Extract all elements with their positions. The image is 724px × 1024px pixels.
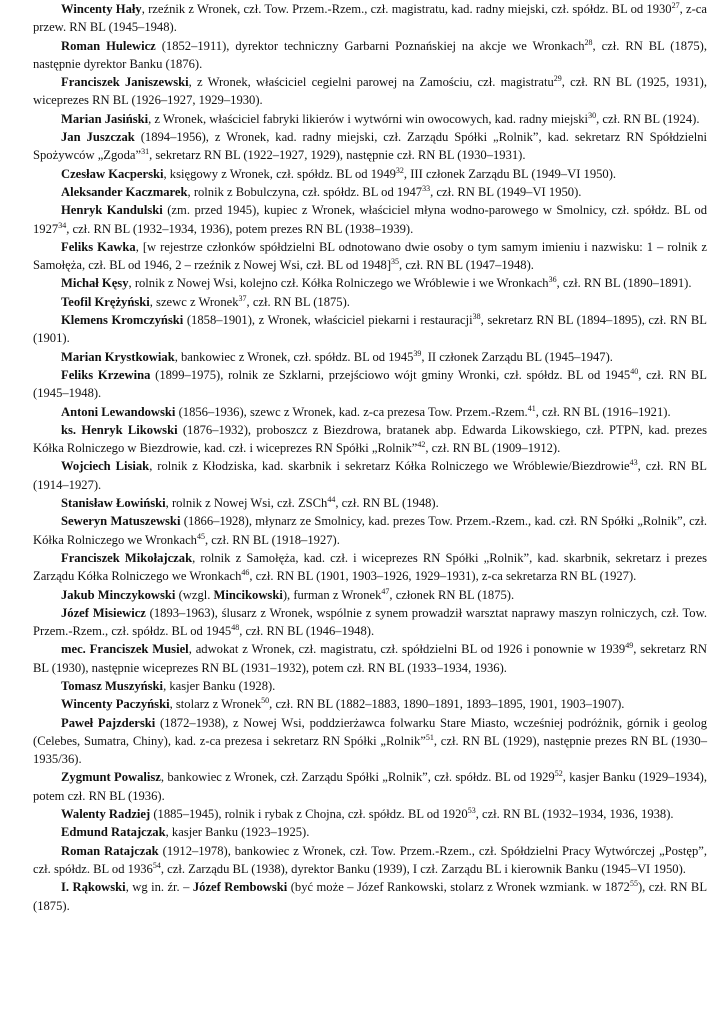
person-name: Aleksander Kaczmarek (61, 184, 188, 199)
biography-entry (33, 677, 707, 695)
footnote-ref: 30 (588, 110, 597, 120)
footnote-ref: 37 (238, 293, 247, 303)
footnote-ref: 31 (141, 147, 150, 157)
entry-text: , kasjer Banku (1923–1925). (165, 825, 310, 840)
biography-entry (33, 494, 707, 512)
footnote-ref: 44 (327, 494, 336, 504)
entry-text: , szewc z Wronek (149, 294, 239, 309)
entry-text: , adwokat z Wronek, czł. magistratu, czł. spółdzielni BL od 1926 i ponownie w 1939 (188, 642, 626, 657)
footnote-ref: 55 (629, 879, 638, 889)
person-name: Józef Misiewicz (61, 605, 146, 620)
footnote-ref: 45 (196, 531, 205, 541)
entry-text: , wg in. źr. – (125, 880, 193, 895)
person-name: Stanisław Łowiński (61, 496, 166, 511)
entry-text: (1858–1901), z Wronek, właściciel piekarni i restauracji (183, 313, 473, 328)
entry-text: , czł. RN BL (1918–1927). (204, 532, 340, 547)
footnote-ref: 53 (467, 805, 476, 815)
person-name: Michał Kęsy (61, 276, 129, 291)
entry-text: (1856–1936), szewc z Wronek, kad. z-ca prezesa Tow. Przem.-Rzem. (175, 404, 528, 419)
entry-text: , z-ca przew. RN BL (1945–1948). (33, 2, 707, 35)
person-name: Paweł Pajzderski (61, 715, 156, 730)
footnote-ref: 28 (584, 37, 593, 47)
biography-entry (33, 274, 707, 292)
footnote-ref: 48 (231, 622, 240, 632)
biography-entry (33, 403, 707, 421)
biography-entry (33, 73, 707, 110)
entry-text: , czł. RN BL (1924). (596, 111, 700, 126)
person-name: Czesław Kacperski (61, 166, 164, 181)
entry-text: , czł. RN BL (1875), następnie dyrektor Banku (1876). (33, 38, 708, 71)
entry-text: , sekretarz RN BL (1922–1927, 1929), następnie czł. RN BL (1930–1931). (149, 148, 526, 163)
entry-text: , czł. RN BL (1932–1934, 1936), potem prezes RN BL (1938–1939). (66, 221, 414, 236)
person-name: Józef Rembowski (192, 880, 288, 895)
entry-text: , czł. RN BL (1945–1948). (33, 367, 707, 401)
footnote-ref: 54 (152, 860, 161, 870)
entry-text: , kasjer Banku (1928). (163, 678, 276, 693)
entry-text: , czł. Zarządu BL (1938), dyrektor Banku (1939), I czł. Zarządu BL i kierownik Banku (1945–VI 1950). (160, 861, 686, 876)
entry-text: , sekretarz RN BL (1930), następnie wiceprezes RN BL (1931–1932), potem czł. RN BL (1933–1934, 1936). (33, 642, 707, 675)
entry-text: ), furman z Wronek (282, 587, 382, 602)
entry-text: , czł. RN BL (1948). (335, 496, 439, 511)
document-page (33, 0, 707, 915)
person-name: Franciszek Janiszewski (61, 75, 189, 90)
biography-entry (33, 421, 707, 458)
entry-text: , rolnik z Bobulczyna, czł. spółdz. BL od 1947 (187, 184, 423, 199)
entry-text: , bankowiec z Wronek, czł. Zarządu Spółki „Rolnik”, czł. spółdz. BL od 1929 (160, 770, 555, 785)
biography-entry (33, 311, 707, 348)
footnote-ref: 40 (630, 366, 639, 376)
footnote-ref: 33 (422, 183, 431, 193)
biography-entry (33, 183, 707, 201)
footnote-ref: 32 (395, 165, 404, 175)
person-name: Henryk Kandulski (61, 203, 163, 218)
footnote-ref: 27 (671, 0, 680, 10)
entry-text: , czł. RN BL (1946–1948). (239, 624, 375, 639)
person-name: Franciszek Mikołajczak (61, 550, 193, 565)
entry-text: (1872–1938), z Nowej Wsi, poddzierżawca folwarku Stare Miasto, wcześniej podróżnik, górnik i geolog (Celebes, Sumatra, Chiny), kad. z-ca prezesa i sekretarz RN Spółki „Rolnik” (33, 715, 707, 748)
entry-text: , czł. RN BL (1925, 1931), wiceprezes RN BL (1926–1927, 1929–1930). (33, 75, 707, 108)
entry-text: , rolnik z Nowej Wsi, kolejno czł. Kółka Rolniczego we Wróblewie i we Wronkach (128, 276, 549, 291)
footnote-ref: 34 (58, 220, 67, 230)
entry-text: , czł. RN BL (1890–1891). (556, 276, 692, 291)
entry-text: , stolarz z Wronek (169, 697, 262, 712)
entry-text: (1894–1956), z Wronek, kad. radny miejski, czł. Zarządu Spółki „Rolnik”, kad. sekretarz RN Spółdzielni Spożywców „Zgoda” (33, 130, 707, 163)
biography-entry (33, 604, 707, 641)
footnote-ref: 46 (241, 568, 250, 578)
entry-text: , czł. RN BL (1932–1934, 1936, 1938). (475, 807, 674, 822)
footnote-ref: 43 (629, 458, 638, 468)
person-name: Marian Krystkowiak (61, 349, 175, 364)
footnote-ref: 39 (413, 348, 422, 358)
entry-text: , sekretarz RN BL (1894–1895), czł. RN BL (1901). (33, 313, 707, 346)
person-name: Zygmunt Powalisz (61, 770, 161, 785)
person-name: Wincenty Paczyński (61, 697, 170, 712)
biography-entry (33, 640, 707, 677)
person-name: Walenty Radziej (61, 807, 151, 822)
entry-text: , rolnik z Nowej Wsi, czł. ZSCh (165, 496, 328, 511)
person-name: Wincenty Hały (61, 2, 142, 16)
entry-text: , z Wronek, właściciel fabryki likierów i wytwórni win owocowych, kad. radny miejski (148, 111, 589, 126)
biography-entry (33, 586, 707, 604)
person-name: Antoni Lewandowski (61, 404, 176, 419)
person-name: Mincikowski (213, 587, 283, 602)
person-name: Roman Ratajczak (61, 843, 159, 858)
biography-entry (33, 293, 707, 311)
person-name: Edmund Ratajczak (61, 825, 166, 840)
entry-text: , III członek Zarządu BL (1949–VI 1950). (403, 166, 617, 181)
biography-entry (33, 201, 707, 238)
footnote-ref: 35 (391, 256, 400, 266)
biography-entry (33, 37, 707, 74)
entry-text: (1866–1928), młynarz ze Smolnicy, kad. prezes Tow. Przem.-Rzem., kad. czł. RN Spółki „Rolnik”, czł. Kółka Rolniczego we Wronkach (33, 514, 708, 547)
entry-text: , czł. RN BL (1909–1912). (425, 441, 561, 456)
biography-entry (33, 366, 707, 403)
biography-entry (33, 768, 707, 805)
entry-text: , czł. RN BL (1914–1927). (33, 459, 707, 492)
footnote-ref: 49 (625, 641, 634, 651)
biography-entry (33, 348, 707, 366)
entry-text: , bankowiec z Wronek, czł. spółdz. BL od 1945 (174, 349, 414, 364)
person-name: Feliks Kawka (61, 239, 136, 254)
footnote-ref: 52 (554, 769, 563, 779)
entry-text: , czł. RN BL (1947–1948). (399, 258, 534, 273)
person-name: Roman Hulewicz (61, 38, 156, 53)
person-name: Wojciech Lisiak (61, 459, 150, 474)
entry-text: (1899–1975), rolnik ze Szklarni, przejściowo wójt gminy Wronki, czł. spółdz. BL od 1945 (150, 367, 631, 382)
footnote-ref: 41 (527, 403, 536, 413)
entry-text: , czł. RN BL (1949–VI 1950). (430, 184, 582, 199)
entry-text: , księgowy z Wronek, czł. spółdz. BL od 1949 (163, 166, 396, 181)
entry-text: , czł. RN BL (1882–1883, 1890–1891, 1893–1895, 1901, 1903–1907). (269, 697, 625, 712)
biography-entry (33, 128, 707, 165)
biography-entry (33, 512, 707, 549)
person-name: Klemens Kromczyński (61, 313, 184, 328)
entry-text: (wzgl. (175, 587, 214, 602)
entry-text: , II członek Zarządu BL (1945–1947). (421, 349, 613, 364)
biography-entry (33, 238, 707, 275)
person-name: Marian Jasiński (61, 111, 149, 126)
footnote-ref: 50 (261, 696, 270, 706)
entry-text: , kasjer Banku (1929–1934), potem czł. RN BL (1936). (33, 770, 707, 803)
biography-entry (33, 823, 707, 841)
person-name: Feliks Krzewina (61, 367, 151, 382)
entry-text: (1885–1945), rolnik i rybak z Chojna, czł. spółdz. BL od 1920 (150, 807, 468, 822)
biography-entry (33, 805, 707, 823)
footnote-ref: 42 (417, 439, 426, 449)
footnote-ref: 51 (425, 732, 434, 742)
biography-entry (33, 842, 707, 879)
biography-entry (33, 110, 707, 128)
footnote-ref: 38 (472, 311, 481, 321)
footnote-ref: 36 (548, 275, 557, 285)
biography-entry (33, 714, 707, 769)
entry-text: (1912–1978), bankowiec z Wronek, czł. Tow. Przem.-Rzem., czł. Spółdzielni Pracy Wytwórczej „Postęp”, czł. spółdz. BL od 1936 (33, 843, 707, 876)
person-name: Jan Juszczak (61, 130, 135, 145)
person-name: Seweryn Matuszewski (61, 514, 181, 529)
biography-entry (33, 878, 707, 915)
entry-text: , rolnik z Samołęża, kad. czł. i wiceprezes RN Spółki „Rolnik”, kad. skarbnik, sekretarz i prezes Zarządu Kółka Rolniczego we Wronkach (33, 550, 707, 584)
entry-text: , rzeźnik z Wronek, czł. Tow. Przem.-Rzem., czł. magistratu, kad. radny miejski, czł. spółdz. BL od 1930 (141, 2, 672, 16)
entry-text: , czł. RN BL (1929), następnie prezes RN BL (1930–1935/36). (33, 733, 707, 767)
biography-entry (33, 0, 707, 37)
biography-entry (33, 695, 707, 713)
person-name: Tomasz Muszyński (61, 678, 164, 693)
entry-text: , rolnik z Kłodziska, kad. skarbnik i sekretarz Kółka Rolniczego we Wróblewie/Biezdrowie (149, 459, 630, 474)
footnote-ref: 47 (381, 586, 390, 596)
person-name: Jakub Minczykowski (61, 587, 176, 602)
entry-text: (zm. przed 1945), kupiec z Wronek, właściciel młyna wodno-parowego w Smolnicy, czł. spółdz. BL od 1927 (33, 203, 707, 236)
entry-text: (być może – Józef Rankowski, stolarz z Wronek wzmiank. w 1872 (287, 880, 630, 895)
entry-text: ), czł. RN BL (1875). (33, 880, 708, 913)
footnote-ref: 29 (553, 74, 562, 83)
person-name: mec. Franciszek Musiel (61, 642, 189, 657)
entry-text: (1876–1932), proboszcz z Biezdrowa, bratanek abp. Edwarda Likowskiego, czł. PTPN, kad. prezes Kółka Rolniczego w Biezdrowie, kad. czł. i wiceprezes RN Spółki „Rolnik” (33, 422, 707, 456)
entry-text: (1893–1963), ślusarz z Wronek, wspólnie z synem prowadził warsztat naprawy maszyn rolniczych, czł. Tow. Przem.-Rzem., czł. spółdz. BL od 1945 (33, 605, 707, 639)
entry-text: , [w rejestrze członków spółdzielni BL odnotowano dwie osoby o tym samym imieniu i nazwisku: 1 – rolnik z Samołęża, czł. BL od 1946, 2 – rzeźnik z Nowej Wsi, czł. BL od 1948] (33, 239, 707, 273)
biography-entry (33, 457, 707, 494)
biography-entry (33, 549, 707, 586)
entry-text: , czł. RN BL (1875). (246, 294, 350, 309)
person-name: Teofil Krężyński (61, 294, 150, 309)
entry-text: , czł. RN BL (1901, 1903–1926, 1929–1931), z-ca sekretarza RN BL (1927). (249, 569, 637, 584)
entry-text: , z Wronek, właściciel cegielni parowej na Zamościu, czł. magistratu (188, 75, 554, 90)
entry-text: (1852–1911), dyrektor techniczny Garbarni Poznańskiej na akcje we Wronkach (155, 38, 585, 53)
person-name: I. Rąkowski (61, 880, 126, 895)
biography-entry (33, 165, 707, 183)
person-name: ks. Henryk Likowski (61, 422, 178, 437)
entry-text: , członek RN BL (1875). (389, 587, 515, 602)
entry-text: , czł. RN BL (1916–1921). (535, 404, 671, 419)
